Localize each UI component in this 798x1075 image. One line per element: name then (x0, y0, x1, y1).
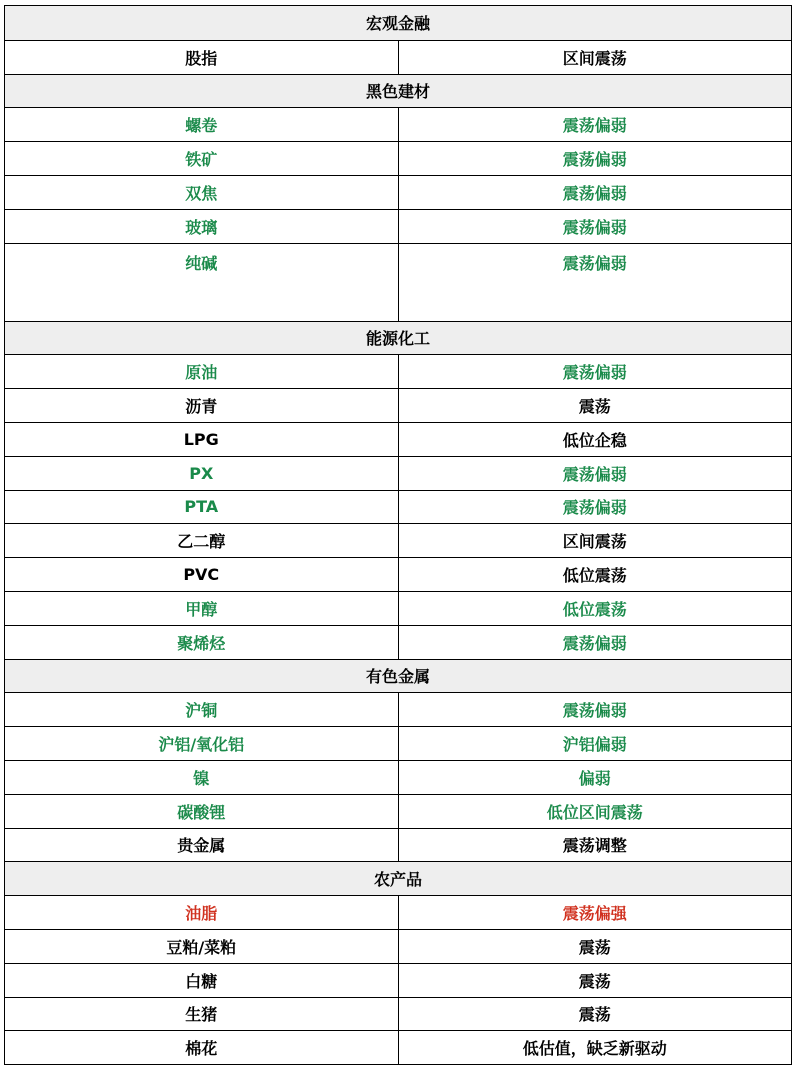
commodity-view: 震荡 (578, 937, 611, 957)
commodity-view: 低位企稳 (562, 430, 627, 450)
commodity-view: 震荡 (578, 1005, 611, 1025)
table-row (5, 422, 791, 456)
table-row (5, 456, 791, 490)
commodity-view: 震荡偏弱 (562, 183, 627, 203)
section-header: 有色金属 (5, 659, 791, 693)
table-row (5, 726, 791, 760)
table-row (5, 175, 791, 209)
commodity-name: 原油 (5, 355, 399, 388)
section-header: 能源化工 (5, 321, 791, 355)
commodity-name: 沪铜 (5, 693, 399, 726)
commodity-view: 沪铝偏弱 (562, 735, 627, 755)
commodity-name: 棉花 (5, 1031, 399, 1064)
commodity-view: 震荡偏弱 (562, 701, 627, 721)
table-row (5, 354, 791, 388)
commodity-view: 低位震荡 (562, 566, 627, 586)
commodity-name: 碳酸锂 (5, 795, 399, 828)
table-row (5, 692, 791, 726)
commodity-name: PVC (5, 558, 399, 591)
commodity-view: 低位震荡 (562, 599, 627, 619)
table-row (5, 997, 791, 1031)
commodity-view: 低位区间震荡 (546, 802, 643, 822)
commodity-name: 豆粕/菜粕 (5, 930, 399, 963)
commodity-view: 震荡偏弱 (562, 217, 627, 237)
commodity-name: 纯碱 (5, 244, 399, 321)
commodity-name: PX (5, 457, 399, 490)
commodity-view: 震荡偏弱 (562, 464, 627, 484)
table-row (5, 929, 791, 963)
commodity-view: 区间震荡 (562, 48, 627, 68)
commodity-name: LPG (5, 423, 399, 456)
table-row (5, 557, 791, 591)
table-row (5, 243, 791, 321)
commodity-name: 油脂 (5, 896, 399, 929)
commodity-view: 震荡偏弱 (562, 363, 627, 383)
commodity-view: 震荡 (578, 397, 611, 417)
commodity-name: 玻璃 (5, 210, 399, 243)
table-row (5, 209, 791, 243)
table-row (5, 490, 791, 524)
commodity-view: 偏弱 (578, 768, 611, 788)
commodity-view: 震荡偏弱 (562, 253, 627, 273)
table-row (5, 141, 791, 175)
section-header: 宏观金融 (5, 6, 791, 40)
outlook-table (4, 5, 792, 1065)
commodity-view: 低估值，缺乏新驱动 (522, 1039, 667, 1059)
commodity-view: 震荡 (578, 971, 611, 991)
table-row (5, 388, 791, 422)
commodity-view: 区间震荡 (562, 532, 627, 552)
commodity-name: 沥青 (5, 389, 399, 422)
table-row (5, 40, 791, 74)
section-header: 农产品 (5, 861, 791, 895)
commodity-view: 震荡调整 (562, 836, 627, 856)
commodity-name: 股指 (5, 41, 399, 74)
table-row (5, 828, 791, 862)
commodity-view: 震荡偏弱 (562, 633, 627, 653)
section-header: 黑色建材 (5, 74, 791, 108)
table-row (5, 1030, 791, 1064)
commodity-name: 贵金属 (5, 829, 399, 862)
commodity-name: 生猪 (5, 998, 399, 1031)
commodity-name: 双焦 (5, 176, 399, 209)
commodity-view: 震荡偏弱 (562, 498, 627, 518)
commodity-name: 甲醇 (5, 592, 399, 625)
commodity-name: 白糖 (5, 964, 399, 997)
commodity-name: 沪铝/氧化铝 (5, 727, 399, 760)
commodity-name: PTA (5, 491, 399, 524)
commodity-name: 铁矿 (5, 142, 399, 175)
table-row (5, 591, 791, 625)
table-row (5, 625, 791, 659)
commodity-view: 震荡偏弱 (562, 150, 627, 170)
table-row (5, 895, 791, 929)
table-row (5, 523, 791, 557)
commodity-name: 镍 (5, 761, 399, 794)
table-row (5, 107, 791, 141)
commodity-view: 震荡偏弱 (562, 116, 627, 136)
table-row (5, 794, 791, 828)
table-row (5, 760, 791, 794)
table-row (5, 963, 791, 997)
commodity-name: 螺卷 (5, 108, 399, 141)
commodity-view: 震荡偏强 (562, 904, 627, 924)
commodity-name: 乙二醇 (5, 524, 399, 557)
commodity-name: 聚烯烃 (5, 626, 399, 659)
